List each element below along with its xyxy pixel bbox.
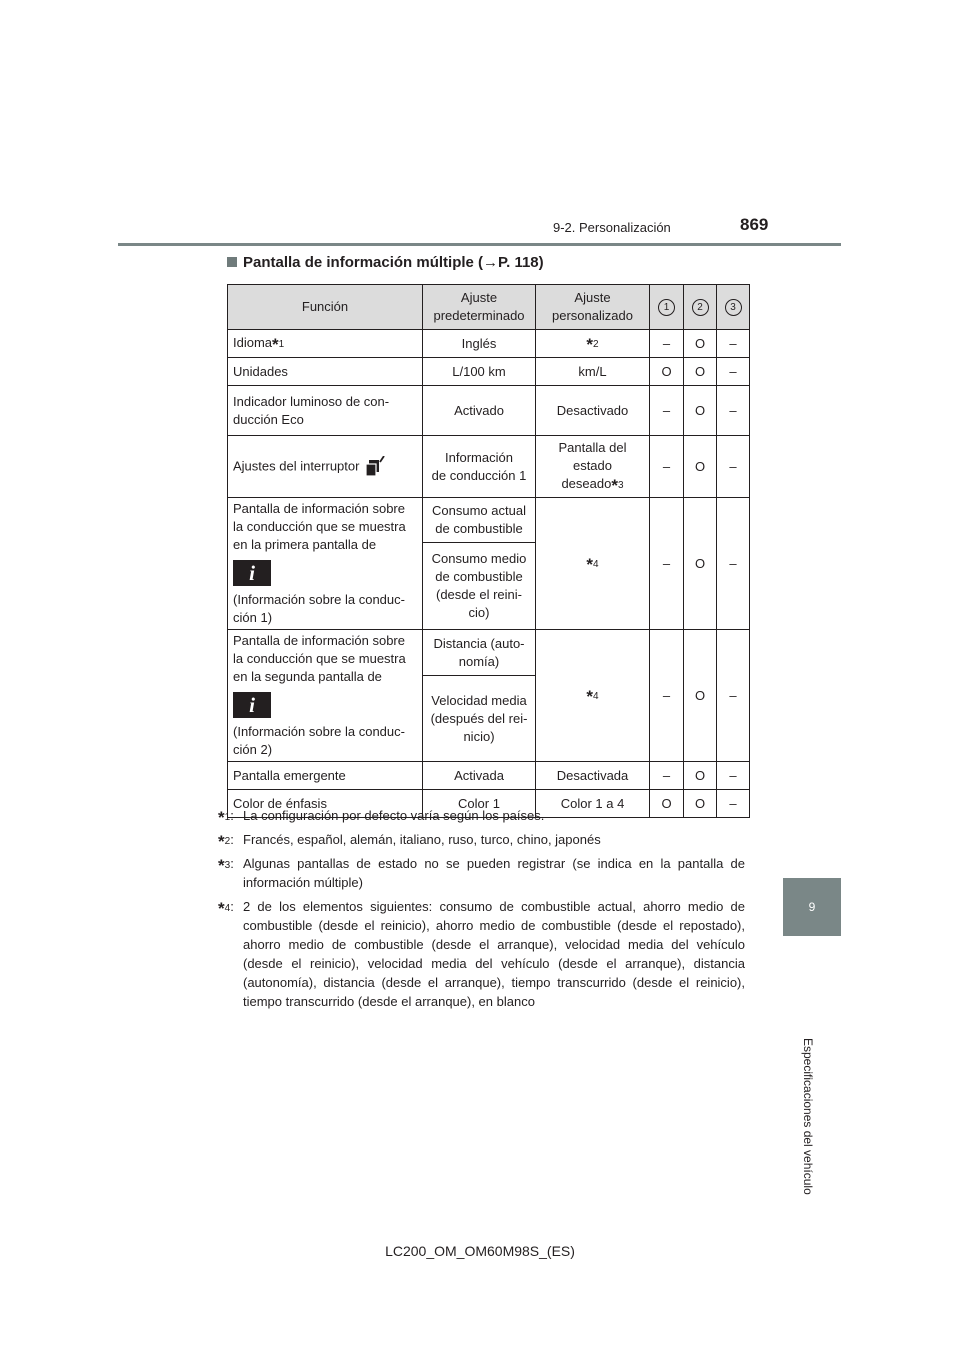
cell-mark-1: O xyxy=(650,358,684,386)
header-function: Función xyxy=(228,285,423,330)
cell-custom: Desactivado xyxy=(536,386,650,436)
function-text: Ajustes del interruptor xyxy=(233,457,360,473)
cell-default xyxy=(423,543,536,630)
default-line: de conducción 1 xyxy=(431,467,527,483)
cell-function xyxy=(228,630,423,762)
asterisk: * xyxy=(611,475,618,495)
cell-custom: km/L xyxy=(536,358,650,386)
section-title-text: Pantalla de información múltiple ( xyxy=(243,254,484,271)
asterisk: * xyxy=(586,334,594,354)
header-default-text: Ajuste predeterminado xyxy=(433,290,525,323)
section-title-ref[interactable]: P. 118) xyxy=(498,254,544,271)
table-row xyxy=(228,386,750,436)
cell-mark-2: O xyxy=(684,330,717,358)
cell-mark-2: O xyxy=(684,386,717,436)
cell-mark-2: O xyxy=(684,762,717,790)
cell-mark-3: – xyxy=(717,498,750,630)
cell-mark-1: – xyxy=(650,762,684,790)
default-line: Velocidad media xyxy=(431,692,527,708)
cell-mark-3: – xyxy=(717,762,750,790)
default-line: cio) xyxy=(468,605,490,621)
cell-custom xyxy=(536,630,650,762)
cell-mark-3: – xyxy=(717,630,750,762)
footnote-num: 3 xyxy=(224,860,231,871)
cell-default xyxy=(423,498,536,543)
default-line: Consumo medio xyxy=(431,551,527,567)
cell-custom: Desactivada xyxy=(536,762,650,790)
table-row xyxy=(228,762,750,790)
table-row xyxy=(228,630,750,676)
cell-default xyxy=(423,676,536,762)
cell-mark-3: – xyxy=(717,330,750,358)
custom-line-text: deseado xyxy=(561,475,612,491)
cell-custom: Color 1 a 4 xyxy=(536,790,650,818)
cell-mark-2: O xyxy=(684,630,717,762)
footnotes xyxy=(218,806,745,1016)
custom-line xyxy=(541,475,644,495)
cell-mark-3: – xyxy=(717,386,750,436)
table-row xyxy=(228,498,750,543)
function-line: Pantalla de información sobre xyxy=(233,501,405,516)
info-icon: i xyxy=(233,560,271,586)
function-line: la conducción que se muestra xyxy=(233,519,406,534)
cell-mark-1: – xyxy=(650,436,684,498)
header-circle-3 xyxy=(717,285,750,330)
function-line: ducción Eco xyxy=(233,411,304,427)
cell-function xyxy=(228,436,423,498)
page-number: 869 xyxy=(740,215,769,234)
default-line: nomía) xyxy=(458,653,500,669)
info-icon: i xyxy=(233,692,271,718)
footnote-ref: 3 xyxy=(617,479,624,491)
default-line: (después del rei- xyxy=(430,710,528,726)
function-line: ción 2) xyxy=(233,742,273,757)
footnote-text: Francés, español, alemán, italiano, ruso, turco, chino, japonés xyxy=(243,832,601,847)
default-line: de combustible xyxy=(435,569,523,585)
default-line: Consumo actual xyxy=(432,503,526,519)
chapter-tab[interactable] xyxy=(783,878,841,936)
footnote xyxy=(218,830,745,849)
custom-line: estado xyxy=(572,457,613,473)
cell-default: Color 1 xyxy=(423,790,536,818)
default-line: Distancia (auto- xyxy=(433,635,525,651)
function-line: en la segunda pantalla de xyxy=(233,669,382,684)
footnote xyxy=(218,897,745,1011)
square-bullet-icon xyxy=(227,257,237,267)
default-line: de combustible xyxy=(435,521,523,537)
function-line: en la primera pantalla de xyxy=(233,537,377,552)
function-line: Indicador luminoso de con- xyxy=(233,393,390,409)
circled-number: 1 xyxy=(658,299,675,316)
cell-function xyxy=(228,498,423,630)
footnote-text: Algunas pantallas de estado no se pueden registrar (se indica en la pantalla de información múltiple) xyxy=(243,856,745,890)
table-header-row xyxy=(228,285,750,330)
footnote-mark: *1: xyxy=(218,808,234,827)
cell-default: Activada xyxy=(423,762,536,790)
asterisk: * xyxy=(218,832,225,851)
cell-function: Unidades xyxy=(228,358,423,386)
cell-function: Color de énfasis xyxy=(228,790,423,818)
asterisk: * xyxy=(586,554,594,574)
function-line: (Información sobre la conduc- xyxy=(233,724,405,739)
footnote xyxy=(218,806,745,825)
cell-default: L/100 km xyxy=(423,358,536,386)
cell-mark-2: O xyxy=(684,790,717,818)
cell-custom xyxy=(536,498,650,630)
function-line: (Información sobre la conduc- xyxy=(233,592,405,607)
asterisk: * xyxy=(586,686,594,706)
footnote-ref: 4 xyxy=(593,690,599,702)
header-default xyxy=(423,285,536,330)
cell-default: Inglés xyxy=(423,330,536,358)
cell-custom xyxy=(536,436,650,498)
header-circle-1 xyxy=(650,285,684,330)
footnote xyxy=(218,854,745,892)
default-line: (desde el reini- xyxy=(436,587,522,603)
function-text: Idioma xyxy=(233,334,273,350)
asterisk: * xyxy=(218,899,225,918)
circled-number: 3 xyxy=(725,299,742,316)
cell-default xyxy=(423,436,536,498)
chapter-title: Especificaciones del vehículo xyxy=(801,1038,815,1195)
cell-mark-1: O xyxy=(650,790,684,818)
cell-mark-1: – xyxy=(650,630,684,762)
cell-mark-3: – xyxy=(717,790,750,818)
cell-mark-2: O xyxy=(684,358,717,386)
footnote-num: 4 xyxy=(224,903,231,914)
footnote-text: La configuración por defecto varía según los países. xyxy=(243,808,545,823)
cell-function xyxy=(228,330,423,358)
header-custom-text: Ajuste personalizado xyxy=(552,290,633,323)
footer-code: LC200_OM_OM60M98S_(ES) xyxy=(385,1243,575,1259)
default-line: Información xyxy=(445,449,513,465)
function-line: Pantalla de información sobre xyxy=(233,633,405,648)
footnote-num: 2 xyxy=(224,836,231,847)
display-switch-icon xyxy=(363,456,385,478)
table-row xyxy=(228,330,750,358)
cell-mark-2: O xyxy=(684,498,717,630)
chapter-number: 9 xyxy=(808,900,816,914)
header-custom xyxy=(536,285,650,330)
footnote-text: 2 de los elementos siguientes: consumo de combustible actual, ahorro medio de combustible (desde el reinicio), ahorro medio de combustible (desde el repostado), ahorro medio de combustible (desde el arranque), velocidad media del vehículo (desde el reinicio), velocidad media del vehículo (desde el arranque), distancia (autonomía), distancia (desde el arranque), tiempo transcurrido (desde el reinicio), tiempo transcurrido (desde el arranque), en blanco xyxy=(243,899,745,1009)
footnote-ref: 2 xyxy=(593,338,599,350)
footnote-ref: 4 xyxy=(593,558,599,570)
footnote-mark: *2: xyxy=(218,832,234,851)
asterisk: * xyxy=(218,808,225,827)
asterisk: * xyxy=(272,334,279,354)
cell-mark-1: – xyxy=(650,386,684,436)
header-circle-2 xyxy=(684,285,717,330)
section-title xyxy=(227,254,544,271)
custom-line: Pantalla del xyxy=(558,439,627,455)
cell-mark-3: – xyxy=(717,358,750,386)
cell-function: Pantalla emergente xyxy=(228,762,423,790)
running-header-section: 9-2. Personalización xyxy=(553,220,671,235)
arrow-icon: → xyxy=(483,254,499,271)
cell-function xyxy=(228,386,423,436)
footnote-num: 1 xyxy=(224,812,231,823)
settings-table xyxy=(227,284,750,818)
table-row xyxy=(228,436,750,498)
table-row xyxy=(228,358,750,386)
function-line: ción 1) xyxy=(233,610,273,625)
cell-mark-3: – xyxy=(717,436,750,498)
circled-number: 2 xyxy=(692,299,709,316)
cell-mark-1: – xyxy=(650,498,684,630)
footnote-mark: *4: xyxy=(218,899,234,918)
cell-default: Activado xyxy=(423,386,536,436)
header-rule xyxy=(118,243,841,246)
cell-mark-1: – xyxy=(650,330,684,358)
footnote-ref: 1 xyxy=(278,338,285,350)
asterisk: * xyxy=(218,856,225,875)
cell-custom xyxy=(536,330,650,358)
default-line: nicio) xyxy=(463,728,495,744)
cell-mark-2: O xyxy=(684,436,717,498)
footnote-mark: *3: xyxy=(218,856,234,875)
cell-default xyxy=(423,630,536,676)
function-line: la conducción que se muestra xyxy=(233,651,406,666)
